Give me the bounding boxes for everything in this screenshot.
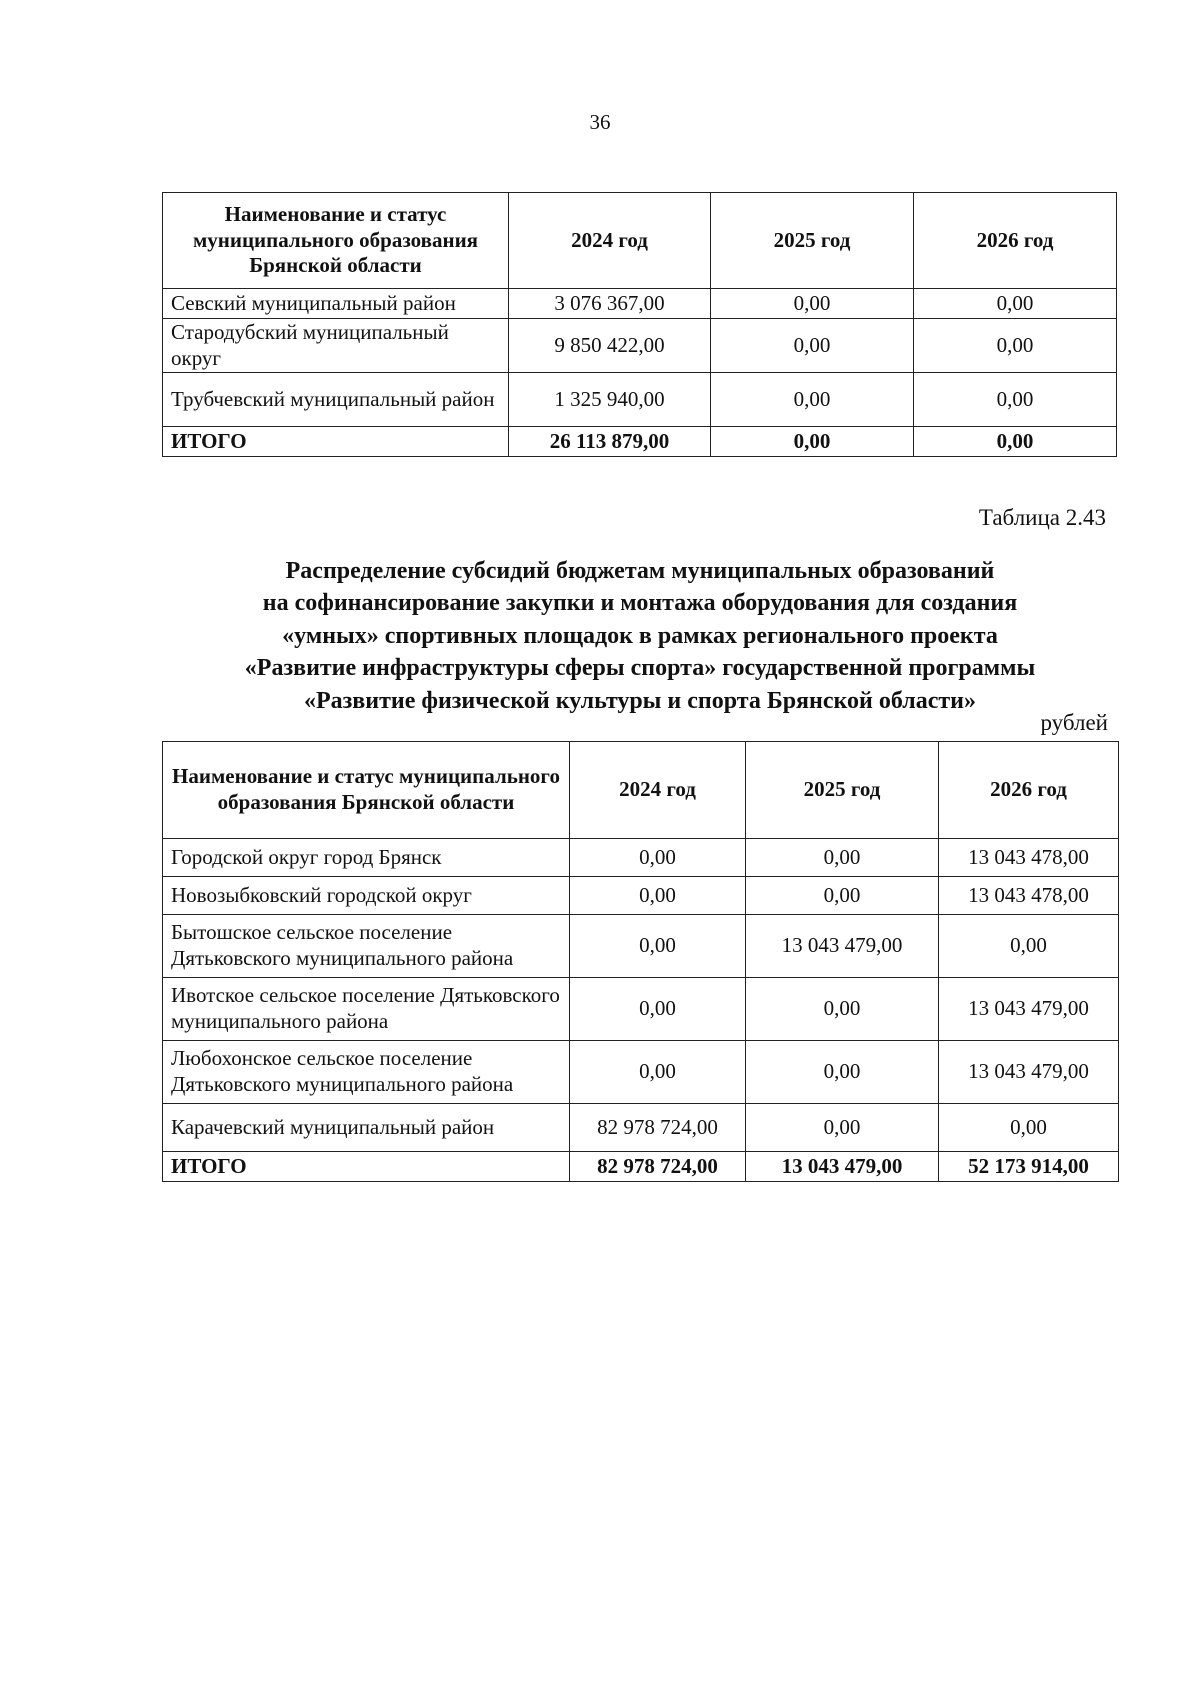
total-2024: 82 978 724,00 [570, 1152, 746, 1182]
value-2024: 0,00 [570, 978, 746, 1041]
table-row [163, 1104, 1119, 1152]
table-row [163, 839, 1119, 877]
municipality-name: Новозыбковский городской округ [163, 877, 570, 915]
value-2026: 0,00 [939, 1104, 1119, 1152]
value-2025: 0,00 [746, 839, 939, 877]
value-2026: 13 043 478,00 [939, 877, 1119, 915]
total-2026: 0,00 [914, 427, 1117, 457]
table-row [163, 1041, 1119, 1104]
municipality-name: Городской округ город Брянск [163, 839, 570, 877]
table-number-label: Таблица 2.43 [978, 505, 1106, 530]
value-2024: 9 850 422,00 [509, 319, 711, 373]
total-2025: 0,00 [711, 427, 914, 457]
table-row [163, 289, 1117, 319]
municipality-name: Любохонское сельское поселение Дятьковского муниципального района [163, 1041, 570, 1104]
total-2024: 26 113 879,00 [509, 427, 711, 457]
value-2024: 0,00 [570, 877, 746, 915]
units-label: рублей [1040, 710, 1108, 735]
heading-line: Распределение субсидий бюджетам муниципальных образований [285, 558, 995, 584]
municipality-name: Стародубский муниципальный округ [163, 319, 509, 373]
value-2024: 0,00 [570, 839, 746, 877]
heading-line: на софинансирование закупки и монтажа оборудования для создания [262, 590, 1018, 617]
header-year-2025: 2025 год [746, 742, 939, 839]
budget-table-1 [162, 192, 1117, 457]
value-2025: 0,00 [746, 1104, 939, 1152]
value-2024: 0,00 [570, 915, 746, 978]
budget-table-2 [162, 741, 1119, 1182]
value-2025: 0,00 [746, 1041, 939, 1104]
municipality-name: Карачевский муниципальный район [163, 1104, 570, 1152]
table-row [163, 877, 1119, 915]
total-2026: 52 173 914,00 [939, 1152, 1119, 1182]
value-2025: 0,00 [711, 373, 914, 427]
total-label: ИТОГО [163, 427, 509, 457]
table-row [163, 915, 1119, 978]
header-year-2024: 2024 год [570, 742, 746, 839]
value-2025: 0,00 [711, 289, 914, 319]
value-2025: 0,00 [711, 319, 914, 373]
value-2026: 0,00 [914, 289, 1117, 319]
total-row [163, 427, 1117, 457]
heading-line: «Развитие инфраструктуры сферы спорта» государственной программы [244, 655, 1036, 682]
table-row [163, 319, 1117, 373]
header-year-2024: 2024 год [509, 193, 711, 289]
header-municipality: Наименование и статус муниципального образования Брянской области [163, 193, 509, 289]
value-2025: 13 043 479,00 [746, 915, 939, 978]
value-2024: 0,00 [570, 1041, 746, 1104]
table-row [163, 373, 1117, 427]
page-number: 36 [589, 110, 611, 134]
value-2024: 1 325 940,00 [509, 373, 711, 427]
value-2024: 3 076 367,00 [509, 289, 711, 319]
total-label: ИТОГО [163, 1152, 570, 1182]
municipality-name: Ивотское сельское поселение Дятьковского муниципального района [163, 978, 570, 1041]
value-2025: 0,00 [746, 978, 939, 1041]
header-municipality: Наименование и статус муниципального образования Брянской области [163, 742, 570, 839]
total-row [163, 1152, 1119, 1182]
header-year-2026: 2026 год [939, 742, 1119, 839]
municipality-name: Трубчевский муниципальный район [163, 373, 509, 427]
value-2025: 0,00 [746, 877, 939, 915]
table-header-row [163, 742, 1119, 839]
header-year-2025: 2025 год [711, 193, 914, 289]
table-heading [130, 555, 1150, 717]
value-2026: 13 043 478,00 [939, 839, 1119, 877]
value-2026: 13 043 479,00 [939, 978, 1119, 1041]
value-2026: 0,00 [939, 915, 1119, 978]
heading-line: «Развитие физической культуры и спорта Брянской области» [303, 687, 976, 714]
value-2026: 0,00 [914, 319, 1117, 373]
municipality-name: Бытошское сельское поселение Дятьковского муниципального района [163, 915, 570, 978]
heading-line: «умных» спортивных площадок в рамках регионального проекта [282, 622, 998, 649]
header-year-2026: 2026 год [914, 193, 1117, 289]
total-2025: 13 043 479,00 [746, 1152, 939, 1182]
value-2026: 0,00 [914, 373, 1117, 427]
table-header-row [163, 193, 1117, 289]
value-2024: 82 978 724,00 [570, 1104, 746, 1152]
municipality-name: Севский муниципальный район [163, 289, 509, 319]
table-row [163, 978, 1119, 1041]
value-2026: 13 043 479,00 [939, 1041, 1119, 1104]
